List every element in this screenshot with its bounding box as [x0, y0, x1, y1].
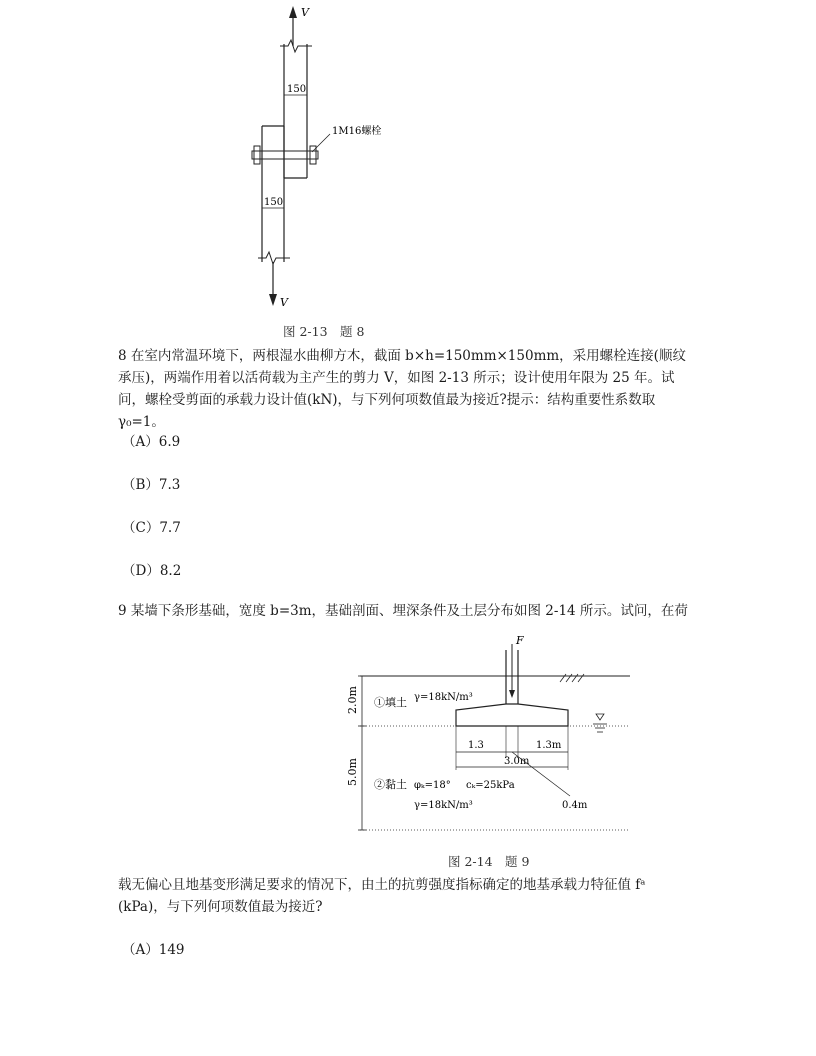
dim-1-3-left: 1.3 [468, 740, 484, 751]
question-8-option-d: （D）8.2 [122, 563, 182, 579]
dim-1-3-right: 1.3m [536, 740, 562, 751]
label-v-top: V [301, 6, 309, 19]
layer2-gamma: γ=18kN/m³ [414, 800, 473, 811]
footing [456, 704, 568, 726]
ground-hatch [560, 674, 584, 682]
arrow-up-icon [289, 6, 297, 18]
water-table-icon [593, 714, 607, 732]
depth-5m-label: 5.0m [346, 758, 359, 786]
depth-2m-label: 2.0m [346, 686, 359, 714]
label-v-bottom: V [280, 296, 288, 309]
question-8-option-a: （A）6.9 [122, 434, 181, 450]
question-8-text: 8 在室内常温环境下，两根湿水曲柳方木，截面 b×h=150mm×150mm，采用螺栓连接(顺纹承压)，两端作用着以活荷载为主产生的剪力 V，如图 2-13 所示；设计使用年限为 25 年。试问，螺栓受剪面的承载力设计值(kN)，与下列何项数值最为接近?提示：结构重要性系数取γ₀=1。 [118, 348, 686, 430]
dim-150-top: 150 [287, 84, 307, 95]
layer1-gamma: γ=18kN/m³ [414, 692, 473, 703]
question-9-text-part1: 9 某墙下条形基础，宽度 b=3m，基础剖面、埋深条件及土层分布如图 2-14 所示。试问，在荷 [118, 603, 688, 619]
arrow-down-icon [269, 294, 277, 306]
layer1-name: ①填土 [374, 696, 407, 709]
figure-2-14 [330, 630, 640, 840]
figure-2-13-caption: 图 2-13 题 8 [283, 324, 365, 339]
load-arrow-icon [509, 690, 515, 698]
layer2-name: ②黏土 [374, 778, 407, 791]
dim-150-bottom: 150 [264, 197, 284, 208]
dim-0-4: 0.4m [562, 800, 588, 811]
layer2-phi: φₖ=18° [414, 780, 451, 791]
figure-2-14-caption: 图 2-14 题 9 [448, 854, 530, 869]
question-8-option-b: （B）7.3 [122, 477, 181, 493]
figure-2-13 [230, 0, 382, 340]
load-f-label: F [516, 634, 524, 647]
question-9-option-a: （A）149 [122, 942, 185, 958]
question-8-option-c: （C）7.7 [122, 520, 181, 536]
dim-3-0: 3.0m [504, 756, 530, 767]
bolt-label: 1M16螺栓 [332, 126, 382, 137]
question-9-text-part2: 载无偏心且地基变形满足要求的情况下，由土的抗剪强度指标确定的地基承载力特征值 fᵃ (kPa)，与下列何项数值最为接近? [118, 877, 646, 915]
layer2-c: cₖ=25kPa [466, 780, 515, 791]
